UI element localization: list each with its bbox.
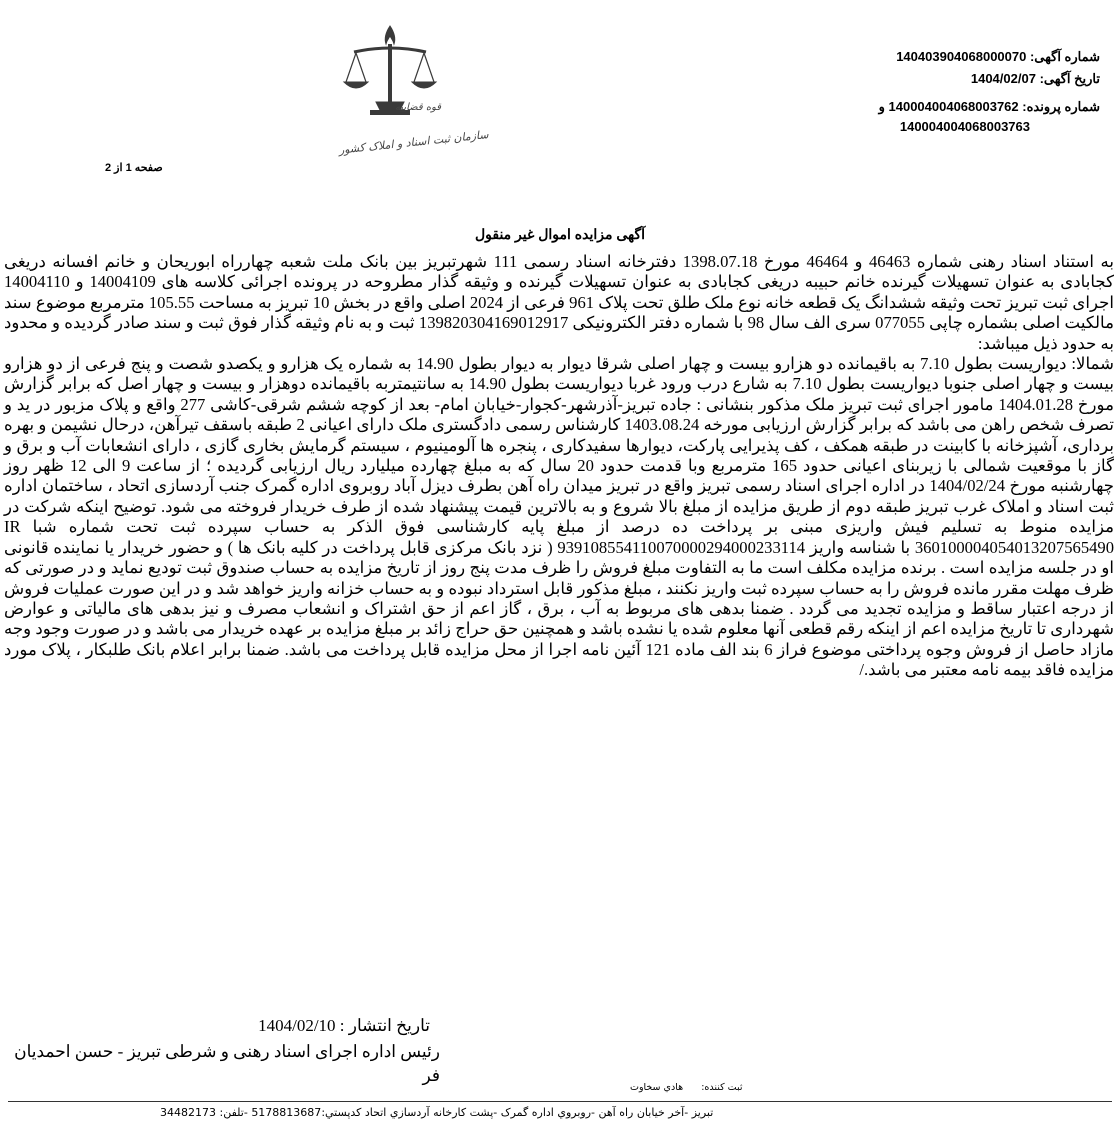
document-title: آگهی مزایده اموال غیر منقول	[474, 226, 646, 242]
file-number-2-row	[900, 119, 1030, 134]
ad-number-label: شماره آگهی:	[1029, 49, 1100, 64]
file-number-2: 140004004068003763	[899, 119, 1030, 134]
file-number-1: 140004004068003762	[888, 99, 1019, 114]
page-indicator: صفحه 1 از 2	[105, 162, 163, 174]
registrar-name: هادي سخاوت	[630, 1082, 684, 1093]
ad-date-row	[971, 71, 1100, 87]
footer-address: تبریز -آخر خیابان راه آهن -روبروي اداره گمرک -پشت کارخانه آردسازي اتحاد کدپستي:5178813687 -تلفن: 34482173	[160, 1106, 714, 1119]
file-number-joiner: و	[878, 99, 885, 114]
signer-line: رئیس اداره اجرای اسناد رهنی و شرطی تبریز - حسن احمدیان فر	[14, 1042, 440, 1085]
paragraph-property-description: به استناد اسناد رهنی شماره 46463 و 46464 مورخ 1398.07.18 دفترخانه اسناد رسمی 111 شهرتبریز بین بانک ملت شعبه چهارراه ابوریحان و خانم افسانه دریغی کجابادی به عنوان تسهیلات گیرنده خانم حبیبه دریغی کجابادی به عنوان تسهیلات گیرنده و وثیقه گذار مطروحه در پرونده اجرائی کلاسه های 14004109 و 14004110 اجرای ثبت تبریز تحت وثیقه ششدانگ یک قطعه خانه نوع ملک طلق تحت پلاک 961 فرعی از 2024 اصلی واقع در بخش 10 تبریز به مساحت 105.55 مترمربع موضوع سند مالکیت اصلی بشماره چاپی 077055 سری الف سال 98 با شماره دفتر الکترونیکی 139820304169012917 ثبت و به نام وثیقه گذار فوق ثبت و سند صادر گردیده و محدود به حدود ذیل میباشد:	[4, 252, 1115, 353]
ad-number: 140403904068000070	[896, 49, 1027, 64]
scales-of-justice-icon	[340, 22, 440, 132]
ad-date-label: تاریخ آگهی:	[1039, 71, 1100, 86]
file-number-row	[879, 99, 1100, 115]
publish-date-label: تاریخ انتشار :	[339, 1016, 430, 1035]
registrar-label: ثبت کننده:	[701, 1082, 743, 1093]
registrar-row	[630, 1082, 743, 1093]
logo-caption-2: سازمان ثبت اسناد و املاک کشور	[338, 128, 490, 157]
publish-date: 1404/02/10	[258, 1016, 336, 1035]
notice-body	[4, 252, 1114, 681]
publish-date-row	[258, 1014, 430, 1038]
file-number-label: شماره پرونده:	[1022, 99, 1100, 114]
footer-divider	[8, 1101, 1112, 1102]
ad-date: 1404/02/07	[970, 71, 1036, 86]
ad-number-row	[896, 49, 1100, 65]
logo-caption-1: قوه قضاییه	[395, 102, 442, 113]
paragraph-auction-terms: شمالا: دیواریست بطول 7.10 به باقیمانده دو هزارو بیست و چهار اصلی شرقا دیوار به دیوار بطول 14.90 به شماره یک هزارو و یکصدو شصت و پنج فرعی از دو هزارو بیست و چهار اصلی جنوبا دیواریست بطول 7.10 به شارع درب ورود غربا دیواریست بطول 14.90 به سانتیمتربه باقیمانده دوهزار و بیست و چهار اصل که برابر گزارش مورخ 1404.01.28 مامور اجرای ثبت تبریز ملک مذکور بنشانی : جاده تبریز-آذرشهر-کجوار-خیابان امام- بعد از کوچه ششم شرقی-کاشی 277 واقع و پلاک مزبور در ید و تصرف شخص راهن می باشد که برابر گزارش ارزیابی مورخه 1403.08.24 کارشناس رسمی دادگستری ملک دارای اعیانی 2 طبقه باسقف تیرآهن، درحال نشیمن و بهره برداری، آشپزخانه با کابینت در طبقه همکف ، کف پذیرایی پارکت، دیوارها سفیدکاری ، پنجره ها آلومینیوم ، سیستم گرمایش بخاری گازی ، دارای انشعابات آب و برق و گاز با موقعیت شمالی با زیربنای اعیانی حدود 165 مترمربع وبا قدمت حدود 20 سال که به مبلغ چهارده میلیارد ریال ارزیابی گردیده ؛ از ساعت 9 الی 12 ظهر روز چهارشنبه مورخ 1404/02/24 در اداره اجرای اسناد رسمی تبریز واقع در تبریز میدان راه آهن بطرف دیزل آباد روبروی اداره گمرک جنب آردسازی اتحاد ، ساختمان اداره ثبت اسناد و املاک غرب تبریز طبقه دوم از طریق مزایده از مبلغ بالا شروع و به بالاترین قیمت پیشنهاد شده از طرف خریدار فروخته می شود. توضیح اینکه شرکت در مزایده منوط به تسلیم فیش واریزی مبنی بر پرداخت ده درصد از مبلغ پایه کارشناسی فوق الذکر به حساب سپرده ثبت تحت شماره شبا IR 360100004054013207565490 با شناسه واریز 939108554110070000294000233114 ( نزد بانک مرکزی قابل پرداخت در کلیه بانک ها ) و حضور خریدار یا نماینده قانونی او در جلسه مزایده است . برنده مزایده مکلف است ما به التفاوت مبلغ فروش را ظرف مدت پنج روز از تاریخ مزایده به حساب صندوق ثبت تودیع نماید و در صورتی که ظرف مهلت مقرر مانده فروش را به حساب سپرده ثبت واریز نکنند ، مبلغ مذکور قابل استرداد نبوده و به حساب خزانه واریز خواهد شد و در این صورت عملیات فروش از درجه اعتبار ساقط و مزایده تجدید می گردد . ضمنا بدهی های مربوط به آب ، برق ، گاز اعم از حق اشتراک و انشعاب مصرف و نیز بدهی های مالیاتی و عوارض شهرداری تا تاریخ مزایده اعم از اینکه رقم قطعی آنها معلوم شده یا نشده باشد و همچنین حق حراج زائد بر مبلغ مزایده بر عهده خریدار می باشد و در صورت وجود وجه مازاد حاصل از فروش وجوه پرداختی موضوع فراز 6 بند الف ماده 121 آئین نامه اجرا از محل مزایده قابل پرداخت می باشد. ضمنا برابر اعلام بانک طلبکار ، پلاک مورد مزایده فاقد بیمه نامه معتبر می باشد./	[4, 354, 1115, 680]
